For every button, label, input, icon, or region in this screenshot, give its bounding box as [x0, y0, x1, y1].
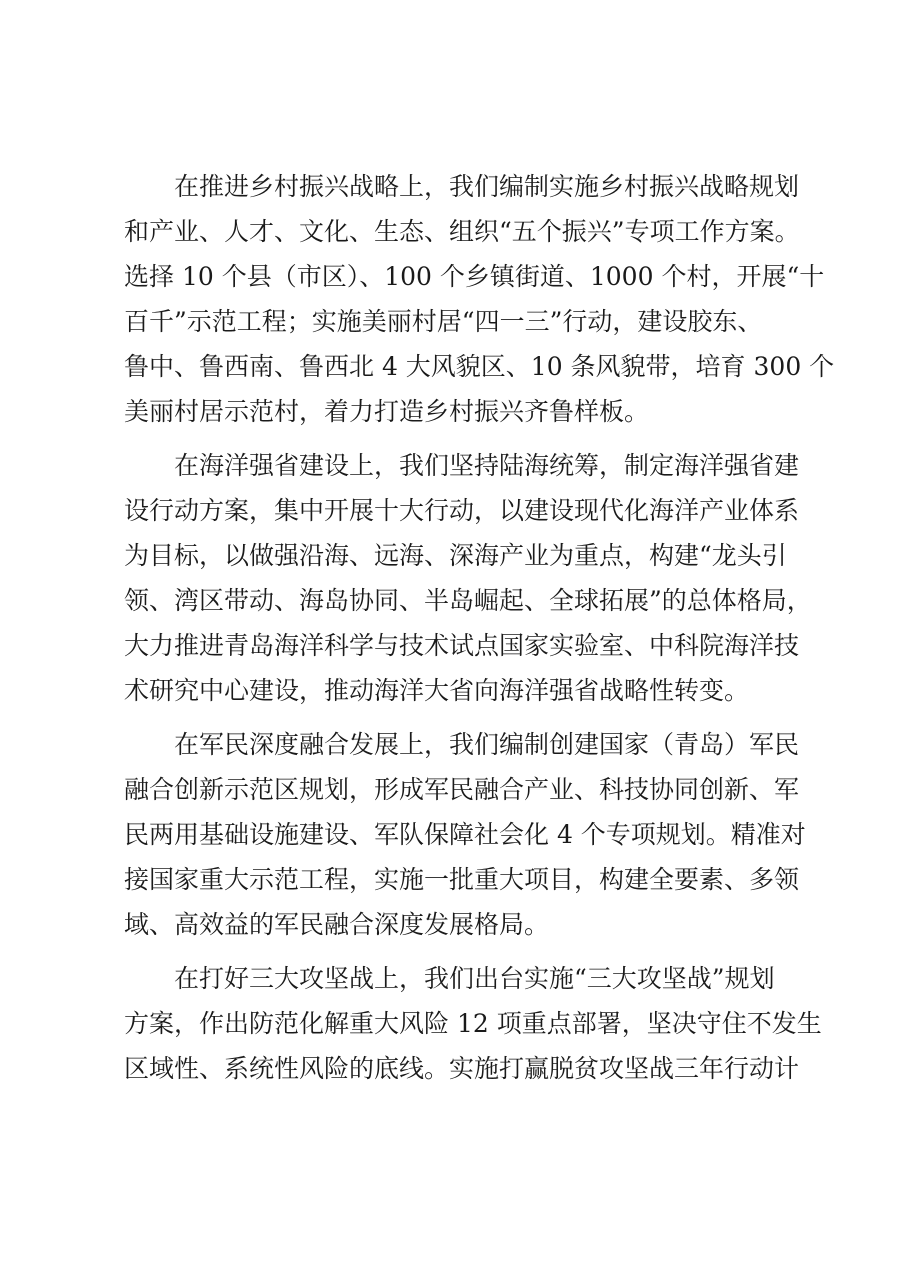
text-line: 百千”示范工程；实施美丽村居“四一三”行动，建设胶东、 — [124, 307, 763, 336]
text-line: 大力推进青岛海洋科学与技术试点国家实验室、中科院海洋技 — [124, 631, 800, 660]
text-line: 选择 10 个县（市区）、100 个乡镇街道、1000 个村，开展“十 — [124, 262, 825, 291]
text-line: 领、湾区带动、海岛协同、半岛崛起、全球拓展”的总体格局， — [124, 586, 812, 615]
text-line: 在打好三大攻坚战上，我们出台实施“三大攻坚战”规划 — [174, 964, 775, 993]
text-line: 在推进乡村振兴战略上，我们编制实施乡村振兴战略规划 — [174, 172, 800, 201]
document-body — [124, 164, 835, 1091]
text-line: 设行动方案，集中开展十大行动，以建设现代化海洋产业体系 — [124, 496, 800, 525]
text-line: 接国家重大示范工程，实施一批重大项目，构建全要素、多领 — [124, 865, 800, 894]
text-line: 术研究中心建设，推动海洋大省向海洋强省战略性转变。 — [124, 676, 750, 705]
text-line: 和产业、人才、文化、生态、组织“五个振兴”专项工作方案。 — [124, 217, 800, 246]
text-line: 美丽村居示范村，着力打造乡村振兴齐鲁样板。 — [124, 397, 650, 426]
text-line: 方案，作出防范化解重大风险 12 项重点部署，坚决守住不发生 — [124, 1009, 822, 1038]
text-line: 在军民深度融合发展上，我们编制创建国家（青岛）军民 — [174, 730, 800, 759]
paragraph-marine-province — [124, 443, 824, 713]
paragraph-civil-military — [124, 722, 824, 947]
text-line: 鲁中、鲁西南、鲁西北 4 大风貌区、10 条风貌带，培育 300 个 — [124, 352, 835, 381]
text-line: 区域性、系统性风险的底线。实施打赢脱贫攻坚战三年行动计 — [124, 1054, 800, 1083]
paragraph-rural-revitalization — [124, 164, 835, 434]
text-line: 域、高效益的军民融合深度发展格局。 — [124, 910, 550, 939]
text-line: 在海洋强省建设上，我们坚持陆海统筹，制定海洋强省建 — [174, 451, 800, 480]
paragraph-three-battles — [124, 956, 824, 1091]
text-line: 为目标，以做强沿海、远海、深海产业为重点，构建“龙头引 — [124, 541, 787, 570]
text-line: 融合创新示范区规划，形成军民融合产业、科技协同创新、军 — [124, 775, 800, 804]
text-line: 民两用基础设施建设、军队保障社会化 4 个专项规划。精准对 — [124, 820, 806, 849]
